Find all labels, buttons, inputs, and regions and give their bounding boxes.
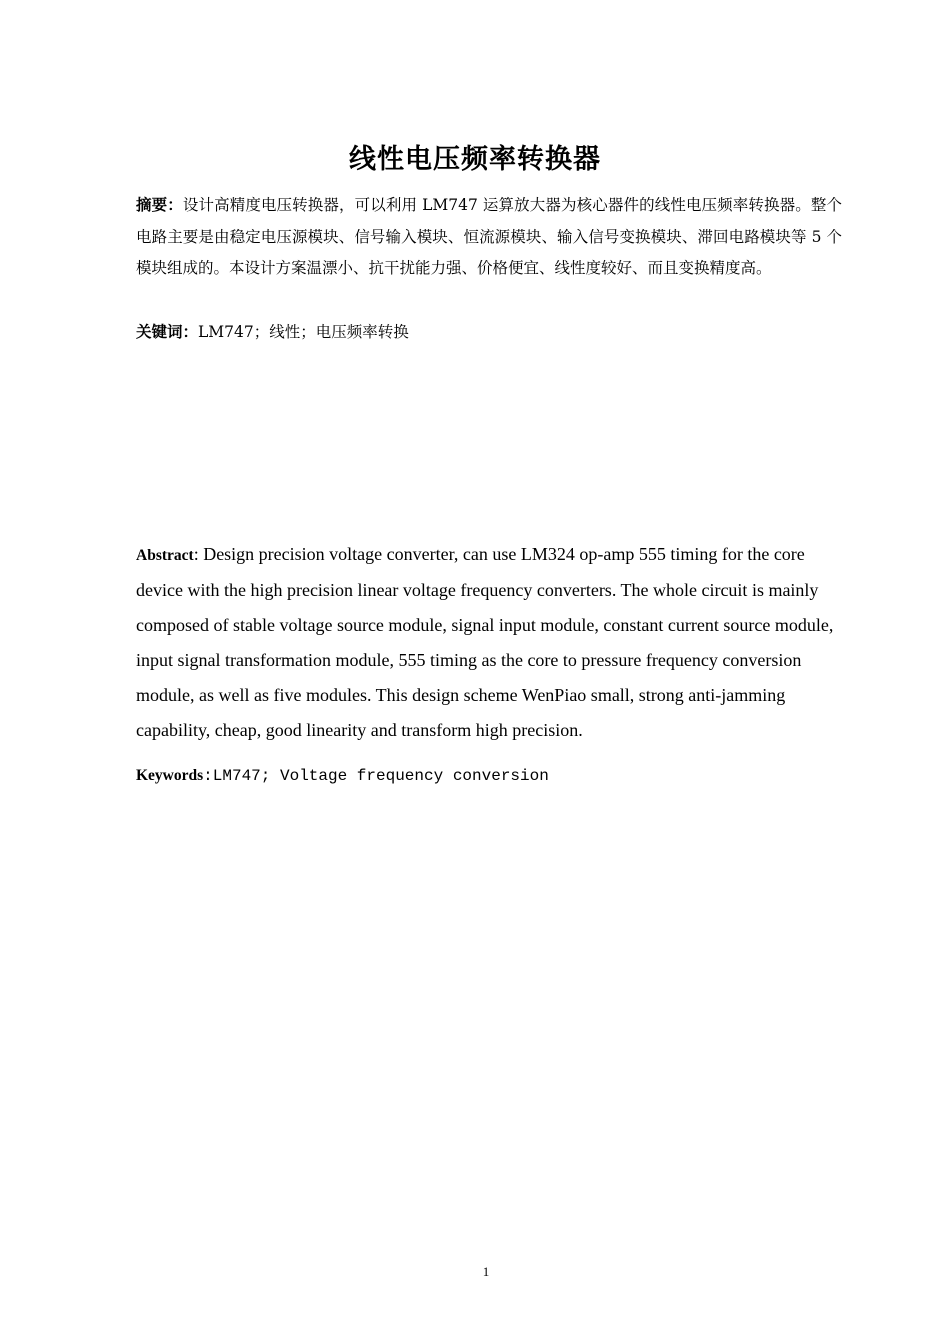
chinese-abstract-label: 摘要： bbox=[136, 196, 183, 214]
page-title: 线性电压频率转换器 bbox=[349, 144, 601, 175]
chinese-abstract bbox=[136, 190, 842, 285]
chinese-keywords-label: 关键词： bbox=[136, 323, 199, 341]
page-number: 1 bbox=[482, 1264, 490, 1279]
english-abstract bbox=[136, 537, 844, 748]
english-abstract-label: Abstract bbox=[136, 547, 194, 564]
english-abstract-text: : Design precision voltage converter, can use LM324 op-amp 555 timing for the core device with the high precision linear voltage frequency converters. The whole circuit is mainly composed of stable voltage source module, signal input module, constant current source module, input signal transformation module, 555 timing as the core to pressure frequency conversion module, as well as five modules. This design scheme WenPiao small, strong anti-jamming capability, cheap, good linearity and transform high precision. bbox=[136, 544, 834, 740]
chinese-keywords bbox=[136, 317, 842, 348]
chinese-keywords-text: LM747；线性；电压频率转换 bbox=[198, 323, 409, 341]
chinese-abstract-text: 设计高精度电压转换器，可以利用 LM747 运算放大器为核心器件的线性电压频率转换器。整个电路主要是由稳定电压源模块、信号输入模块、恒流源模块、输入信号变换模块、滞回电路模块等 5 个模块组成的。本设计方案温漂小、抗干扰能力强、价格便宜、线性度较好、而且变换精度高。 bbox=[136, 196, 842, 277]
english-keywords-label: Keywords bbox=[136, 767, 204, 784]
english-keywords-text: :LM747; Voltage frequency conversion bbox=[203, 767, 549, 785]
english-keywords bbox=[136, 762, 844, 790]
